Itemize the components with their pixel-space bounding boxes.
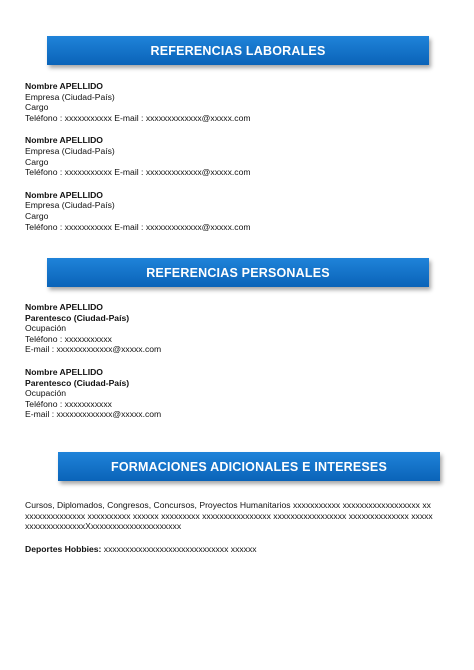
reference-company: Empresa (Ciudad-País) [25, 200, 115, 211]
section-header-referencias-laborales [47, 36, 429, 65]
reference-occupation: Ocupación [25, 388, 67, 399]
reference-entry [25, 135, 455, 177]
section-title: REFERENCIAS LABORALES [150, 43, 326, 58]
formaciones-content [25, 500, 433, 554]
reference-company: Empresa (Ciudad-País) [25, 145, 115, 156]
reference-occupation: Ocupación [25, 323, 67, 334]
reference-email: E-mail : xxxxxxxxxxxxx@xxxxx.com [25, 344, 162, 355]
reference-name: Nombre APELLIDO [25, 135, 103, 146]
hobbies-line [25, 544, 433, 555]
reference-contact: Teléfono : xxxxxxxxxxx E-mail : xxxxxxxxxxxxx@xxxxx.com [25, 112, 251, 123]
reference-phone: Teléfono : xxxxxxxxxxx [25, 333, 112, 344]
hobbies-value: xxxxxxxxxxxxxxxxxxxxxxxxxxxxx xxxxxx [101, 543, 257, 554]
reference-email: E-mail : xxxxxxxxxxxxx@xxxxx.com [25, 409, 162, 420]
formaciones-paragraph: Cursos, Diplomados, Congresos, Concursos, Proyectos Humanitarios xxxxxxxxxxx xxxxxxxxxxxxxxxxxx xxxxxxxxxxxxxxxx xxxxxxxxxx xxxxxx xxxxxxxxx xxxxxxxxxxxxxxxx xxxxxxxxxxxxxxxxx xxxxxxxxxxxxxx xxxxxxxxxxxxxxxxxxxXxxxxxxxxxxxxxxxxxxxxx [25, 500, 433, 532]
reference-role: Cargo [25, 210, 49, 221]
reference-name: Nombre APELLIDO [25, 81, 103, 91]
section-header-formaciones [58, 452, 440, 481]
hobbies-label: Deportes Hobbies: [25, 543, 102, 554]
section-title: FORMACIONES ADICIONALES E INTERESES [110, 459, 387, 474]
referencias-personales-list [25, 302, 455, 432]
reference-contact: Teléfono : xxxxxxxxxxx E-mail : xxxxxxxxxxxxx@xxxxx.com [25, 221, 251, 232]
personal-reference-entry [25, 367, 455, 420]
section-title: REFERENCIAS PERSONALES [146, 265, 330, 280]
personal-reference-entry [25, 302, 455, 355]
reference-entry [25, 190, 455, 232]
referencias-laborales-list [25, 81, 455, 244]
reference-role: Cargo [25, 156, 49, 167]
reference-name: Nombre APELLIDO [25, 302, 103, 312]
reference-company: Empresa (Ciudad-País) [25, 91, 115, 102]
reference-name: Nombre APELLIDO [25, 189, 103, 200]
reference-contact: Teléfono : xxxxxxxxxxx E-mail : xxxxxxxxxxxxx@xxxxx.com [25, 167, 251, 178]
reference-role: Cargo [25, 102, 49, 113]
section-header-referencias-personales [47, 258, 429, 287]
reference-phone: Teléfono : xxxxxxxxxxx [25, 398, 112, 409]
reference-name: Nombre APELLIDO [25, 366, 103, 377]
reference-entry [25, 81, 455, 123]
reference-relation: Parentesco (Ciudad-País) [25, 377, 130, 388]
reference-relation: Parentesco (Ciudad-País) [25, 312, 130, 323]
